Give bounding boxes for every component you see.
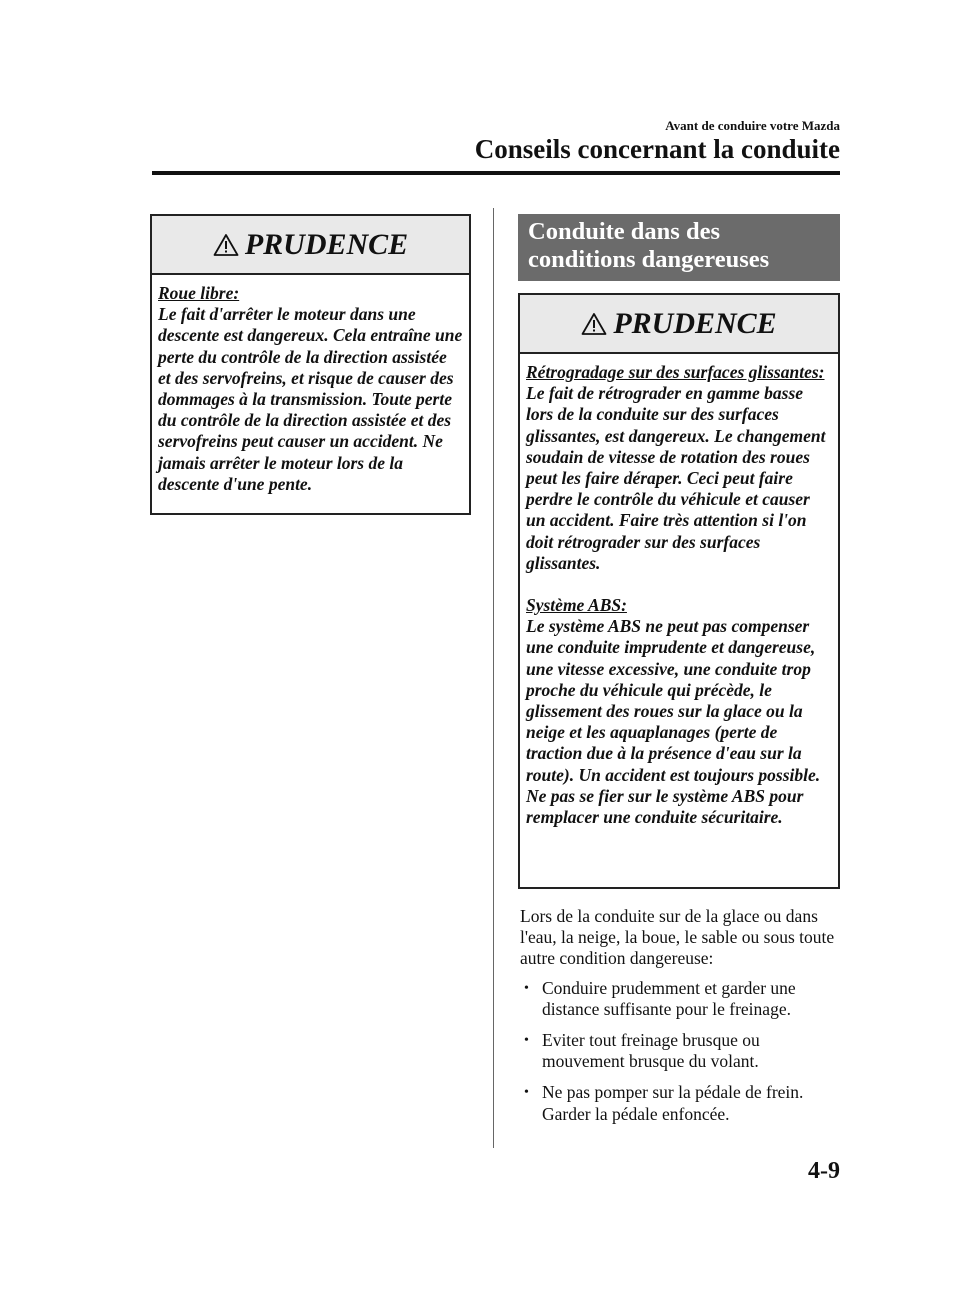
caution-box-freewheel bbox=[150, 214, 471, 515]
caution-header bbox=[520, 295, 838, 354]
header-rule bbox=[152, 171, 840, 175]
running-header-title: Conseils concernant la conduite bbox=[474, 134, 840, 164]
caution-text-downshift: Le fait de rétrograder en gamme basse lors de la conduite sur des surfaces glissantes, est dangereux. Le changement soudain de vitesse de rotation des roues peut les faire déraper. Ceci peut faire perdre le contrôle du véhicule et causer un accident. Faire très attention si l'on doit rétrograder sur des surfaces glissantes. bbox=[526, 383, 826, 573]
warning-triangle-icon bbox=[581, 312, 607, 336]
caution-text: Le fait d'arrêter le moteur dans une descente est dangereux. Cela entraîne une perte du contrôle de la direction assistée et des servofreins, et risque de causer des dommages à la transmission. Toute perte du contrôle de la direction assistée et des servofreins peut causer un accident. Ne jamais arrêter le moteur lors de la descente d'une pente. bbox=[158, 304, 463, 494]
column-divider bbox=[493, 208, 494, 1148]
intro-paragraph: Lors de la conduite sur de la glace ou dans l'eau, la neige, la boue, le sable ou sous toute autre condition dangereuse: bbox=[520, 906, 835, 969]
caution-heading: Roue libre: bbox=[158, 283, 240, 303]
bullet-list bbox=[520, 978, 840, 1125]
bullet-item: • Ne pas pomper sur la pédale de frein. Garder la pédale enfoncée. bbox=[520, 1082, 840, 1124]
caution-text-abs: Le système ABS ne peut pas compenser une conduite imprudente et dangereuse, une vitesse excessive, une conduite trop proche du véhicule qui précède, le glissement des roues sur la glace ou la neige et les aquaplanages (perte de traction due à la présence d'eau sur la route). Un accident est toujours possible. Ne pas se fier sur le système ABS pour remplacer une conduite sécuritaire. bbox=[526, 616, 821, 828]
caution-header bbox=[152, 216, 469, 275]
caution-heading-abs: Système ABS: bbox=[526, 595, 627, 616]
caution-box-slippery bbox=[518, 293, 840, 889]
caution-body bbox=[152, 275, 469, 503]
running-header-subtitle: Avant de conduire votre Mazda bbox=[665, 118, 840, 133]
bullet-item: • Conduire prudemment et garder une distance suffisante pour le freinage. bbox=[520, 978, 840, 1020]
caution-heading-downshift: Rétrogradage sur des surfaces glissantes: bbox=[526, 362, 825, 382]
bullet-item: • Eviter tout freinage brusque ou mouvement brusque du volant. bbox=[520, 1030, 840, 1072]
paragraph-gap bbox=[526, 574, 832, 595]
page-number: 4-9 bbox=[808, 1158, 840, 1184]
caution-title: PRUDENCE bbox=[244, 227, 409, 261]
warning-triangle-icon bbox=[213, 233, 239, 257]
section-heading: Conduite dans des conditions dangereuses bbox=[518, 214, 840, 281]
caution-title: PRUDENCE bbox=[613, 306, 777, 340]
body-text bbox=[520, 906, 840, 1135]
caution-body bbox=[520, 354, 838, 836]
